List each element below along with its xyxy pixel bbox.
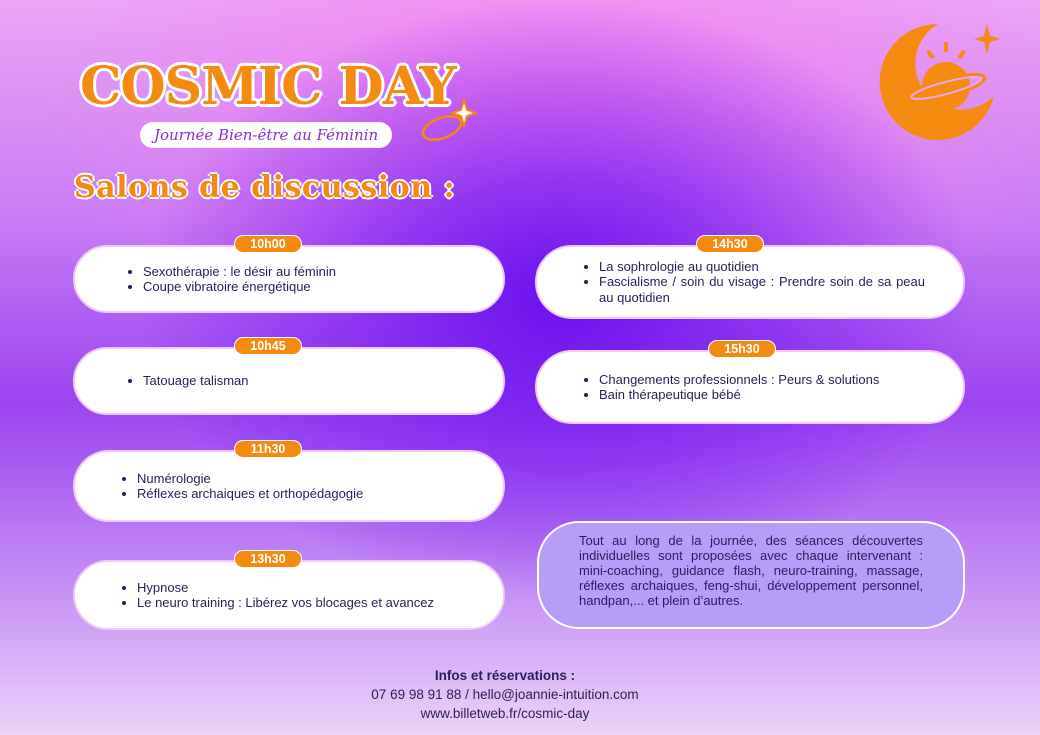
session-items [117, 580, 465, 611]
session-card [535, 350, 965, 424]
section-title: Salons de discussion : [74, 170, 456, 205]
session-items [579, 372, 925, 403]
event-title: COSMIC DAY [80, 56, 456, 117]
list-item: • Coupe vibratoire énergétique [143, 279, 459, 295]
list-item: • Changements professionnels : Peurs & solutions [599, 372, 925, 388]
session-card [73, 450, 505, 522]
footer-website: www.billetweb.fr/cosmic-day [420, 706, 590, 721]
list-item: • Hypnose [137, 580, 465, 596]
sun-moon-planet-logo-icon [876, 20, 1000, 144]
session-items [579, 259, 925, 306]
list-item: • Réflexes archaiques et orthopédagogie [137, 486, 459, 502]
list-item: • Bain thérapeutique bébé [599, 387, 925, 403]
list-item: • Sexothérapie : le désir au féminin [143, 264, 459, 280]
time-badge: 11h30 [234, 440, 302, 458]
session-card [73, 347, 505, 415]
session-items [117, 471, 459, 502]
sparkle-swirl-icon [418, 96, 478, 146]
list-item: • Le neuro training : Libérez vos blocages et avancez [137, 595, 465, 611]
time-badge: 13h30 [234, 550, 302, 568]
footer-title: Infos et réservations : [434, 668, 576, 683]
session-card [73, 560, 505, 630]
session-card [73, 245, 505, 313]
time-badge: 10h45 [234, 337, 302, 355]
session-card [535, 245, 965, 319]
time-badge: 10h00 [234, 235, 302, 253]
event-subtitle: Journée Bien-être au Féminin [140, 122, 392, 148]
time-badge: 15h30 [708, 340, 776, 358]
list-item: • Tatouage talisman [143, 373, 459, 389]
list-item: • Numérologie [137, 471, 459, 487]
list-item: • Fascialisme / soin du visage : Prendre soin de sa peau au quotidien [599, 274, 925, 305]
time-badge: 14h30 [696, 235, 764, 253]
list-item: • La sophrologie au quotidien [599, 259, 925, 275]
session-items [123, 373, 459, 389]
footer-contact: 07 69 98 91 88 / hello@joannie-intuition.com [371, 687, 639, 702]
session-items [123, 264, 459, 295]
info-note: Tout au long de la journée, des séances découvertes individuelles sont proposées avec chaque intervenant : mini-coaching, guidance flash, neuro-training, massage, réflexes archaiques, feng-shui, développement personnel, handpan,... et plein d’autres. [537, 521, 965, 629]
